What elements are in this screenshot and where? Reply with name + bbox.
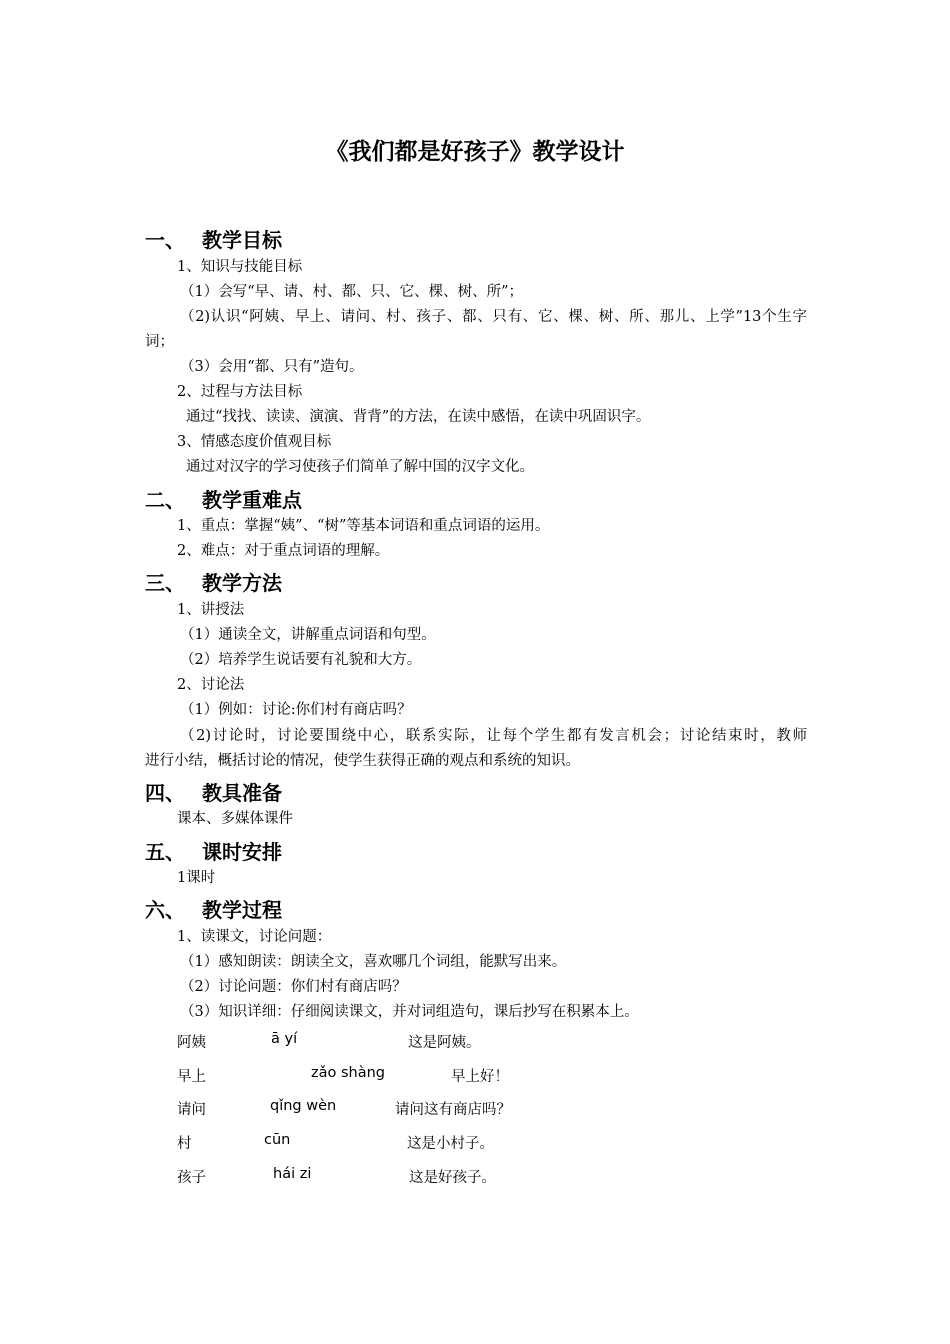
vocab-example: 这是阿姨。 (408, 1035, 481, 1051)
vocab-word: 村 (177, 1136, 192, 1152)
section-title: 教学过程 (202, 898, 282, 922)
paragraph: （1）通读全文，讲解重点词语和句型。 (180, 627, 436, 643)
paragraph: 2、过程与方法目标 (177, 384, 303, 400)
paragraph: 1、读课文，讨论问题： (177, 929, 332, 945)
section-heading-1 (145, 224, 282, 253)
vocab-pinyin: ā yí (271, 1031, 298, 1047)
paragraph: 3、情感态度价值观目标 (177, 434, 332, 450)
section-title: 教学方法 (202, 571, 282, 595)
section-number: 二、 (145, 488, 185, 512)
section-title: 教具准备 (202, 781, 282, 805)
vocab-pinyin: zǎo shàng (311, 1065, 386, 1081)
vocab-pinyin: cūn (264, 1132, 291, 1148)
paragraph: （1）例如：讨论:你们村有商店吗？ (180, 702, 412, 718)
paragraph: （1）会写“早、请、村、都、只、它、棵、树、所”； (180, 284, 524, 300)
paragraph: 2、难点：对于重点词语的理解。 (177, 543, 390, 559)
paragraph: 1、重点：掌握“姨”、“树”等基本词语和重点词语的运用。 (177, 518, 550, 534)
section-number: 六、 (145, 898, 185, 922)
section-number: 四、 (145, 781, 185, 805)
vocab-example: 这是好孩子。 (409, 1170, 496, 1186)
vocab-pinyin: hái zi (273, 1166, 312, 1182)
section-heading-6 (145, 894, 282, 923)
vocab-word: 孩子 (177, 1170, 206, 1186)
paragraph: 通过对汉字的学习使孩子们简单了解中国的汉字文化。 (186, 459, 534, 475)
section-heading-3 (145, 567, 282, 596)
paragraph: 2、讨论法 (177, 677, 245, 693)
paragraph: 词； (145, 334, 174, 350)
paragraph: （1）感知朗读：朗读全文，喜欢哪几个词组，能默写出来。 (180, 954, 567, 970)
section-heading-4 (145, 777, 282, 806)
paragraph: 1、知识与技能目标 (177, 259, 303, 275)
paragraph: （2)认识“阿姨、早上、请问、村、孩子、都、只有、它、棵、树、所、那儿、上学”13个生字 (180, 309, 807, 325)
section-number: 三、 (145, 571, 185, 595)
vocab-example: 请问这有商店吗？ (395, 1102, 511, 1118)
section-title: 教学重难点 (202, 488, 302, 512)
section-number: 一、 (145, 228, 185, 252)
vocab-word: 请问 (177, 1102, 206, 1118)
paragraph: 课本、多媒体课件 (177, 811, 293, 827)
section-number: 五、 (145, 840, 185, 864)
vocab-pinyin: qǐng wèn (270, 1098, 337, 1114)
paragraph: 1课时 (177, 870, 216, 886)
vocab-example: 早上好！ (451, 1069, 509, 1085)
paragraph: （2)讨论时，讨论要围绕中心，联系实际，让每个学生都有发言机会；讨论结束时，教师 (180, 728, 807, 744)
paragraph: （2）培养学生说话要有礼貌和大方。 (180, 652, 422, 668)
section-title: 教学目标 (202, 228, 282, 252)
paragraph: （3）知识详细：仔细阅读课文，并对词组造句，课后抄写在积累本上。 (180, 1004, 639, 1020)
document-title: 《我们都是好孩子》教学设计 (325, 139, 625, 165)
section-heading-5 (145, 836, 282, 865)
vocab-word: 阿姨 (177, 1035, 206, 1051)
vocab-example: 这是小村子。 (407, 1136, 494, 1152)
paragraph: 1、讲授法 (177, 602, 245, 618)
section-heading-2 (145, 484, 302, 513)
paragraph: 通过“找找、读读、演演、背背”的方法，在读中感悟，在读中巩固识字。 (186, 409, 651, 425)
paragraph: （3）会用“都、只有”造句。 (180, 359, 364, 375)
paragraph: （2）讨论问题：你们村有商店吗？ (180, 979, 407, 995)
paragraph: 进行小结，概括讨论的情况，使学生获得正确的观点和系统的知识。 (145, 753, 580, 769)
vocab-word: 早上 (177, 1069, 206, 1085)
section-title: 课时安排 (202, 840, 282, 864)
